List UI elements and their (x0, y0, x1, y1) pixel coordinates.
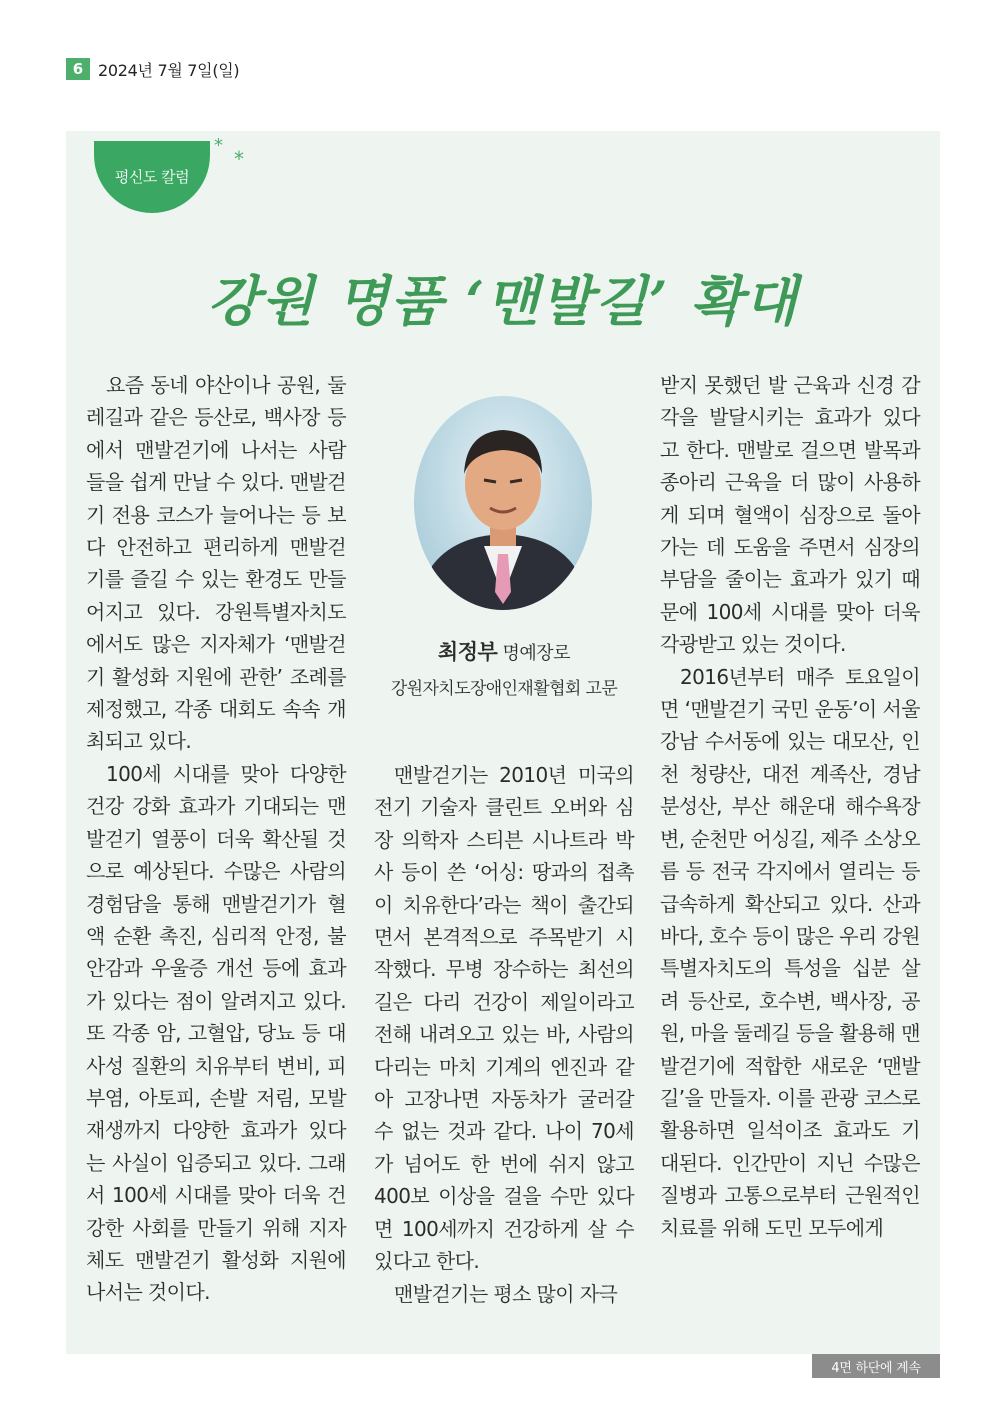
star-icon: * (214, 135, 223, 156)
article-title: 강원 명품 ‘맨발길’ 확대 (207, 269, 799, 333)
column-badge-label: 평신도 칼럼 (114, 167, 190, 186)
text-column-3 (660, 369, 920, 1244)
column-panel (66, 131, 940, 1354)
author-portrait (414, 396, 592, 610)
page-number: 6 (66, 58, 90, 80)
paragraph: 맨발걷기는 2010년 미국의 전기 기술자 클린트 오버와 심장 의학자 스티븐 시나트라 박사 등이 쓴 ‘어싱: 땅과의 접촉이 치유한다’라는 책이 출간되면서 본격적으로 주목받기 시작했다. 무병 장수하는 최선의 길은 다리 건강이 제일이라고 전해 내려오고 있는 바, 사람의 다리는 마치 기계의 엔진과 같아 고장나면 자동차가 굴러갈 수 없는 것과 같다. 나이 70세가 넘어도 한 번에 쉬지 않고 400보 이상을 걸을 수만 있다면 100세까지 건강하게 살 수 있다고 한다. (374, 763, 634, 1274)
text-column-1 (86, 369, 346, 1309)
paragraph: 2016년부터 매주 토요일이면 ‘맨발걷기 국민 운동’이 서울 강남 수서동에 있는 대모산, 인천 청량산, 대전 계족산, 경남 분성산, 부산 해운대 해수욕장변, 순천만 어싱길, 제주 소상오름 등 전국 각지에서 열리는 등 급속하게 확산되고 있다. 산과 바다, 호수 등이 많은 우리 강원특별자치도의 특성을 십분 살려 등산로, 호수변, 백사장, 공원, 마을 둘레길 등을 활용해 맨발걷기에 적합한 새로운 ‘맨발 길’을 만들자. 이를 관광 코스로 활용하면 일석이조 효과도 기대된다. 인간만이 지닌 수많은 질병과 고통으로부터 근원적인 치료를 위해 도민 모두에게 (660, 664, 920, 1240)
text-column-2 (374, 759, 634, 1310)
column-badge (94, 141, 210, 213)
author-title: 명예장로 (502, 643, 571, 664)
author-info (374, 636, 634, 699)
paragraph: 맨발걷기는 평소 많이 자극 (394, 1281, 618, 1306)
issue-date: 2024년 7월 7일(일) (98, 60, 240, 80)
author-affiliation: 강원자치도장애인재활협회 고문 (390, 679, 618, 699)
page-header (66, 58, 239, 80)
continued-notice: 4면 하단에 계속 (812, 1354, 940, 1378)
paragraph: 요즘 동네 야산이나 공원, 둘레길과 같은 등산로, 백사장 등에서 맨발걷기에 나서는 사람들을 쉽게 만날 수 있다. 맨발걷기 전용 코스가 늘어나는 등 보다 안전하고 편리하게 맨발걷기를 즐길 수 있는 환경도 만들어지고 있다. 강원특별자치도에서도 많은 지자체가 ‘맨발걷기 활성화 지원에 관한’ 조례를 제정했고, 각종 대회도 속속 개최되고 있다. (86, 373, 346, 754)
star-icon: * (234, 147, 244, 171)
author-name: 최정부 (437, 640, 498, 664)
paragraph: 100세 시대를 맞아 다양한 건강 강화 효과가 기대되는 맨발걷기 열풍이 더욱 확산될 것으로 예상된다. 수많은 사람의 경험담을 통해 맨발걷기가 혈액 순환 촉진, 심리적 안정, 불안감과 우울증 개선 등에 효과가 있다는 점이 알려지고 있다. 또 각종 암, 고혈압, 당뇨 등 대사성 질환의 치유부터 변비, 피부염, 아토피, 손발 저림, 모발 재생까지 다양한 효과가 있다는 사실이 입증되고 있다. 그래서 100세 시대를 맞아 더욱 건강한 사회를 만들기 위해 지자체도 맨발걷기 활성화 지원에 나서는 것이다. (86, 761, 346, 1305)
paragraph: 받지 못했던 발 근육과 신경 감각을 발달시키는 효과가 있다고 한다. 맨발로 걸으면 발목과 종아리 근육을 더 많이 사용하게 되며 혈액이 심장으로 돌아가는 데 도움을 주면서 심장의 부담을 줄이는 효과가 있기 때문에 100세 시대를 맞아 더욱 각광받고 있는 것이다. (660, 373, 920, 657)
